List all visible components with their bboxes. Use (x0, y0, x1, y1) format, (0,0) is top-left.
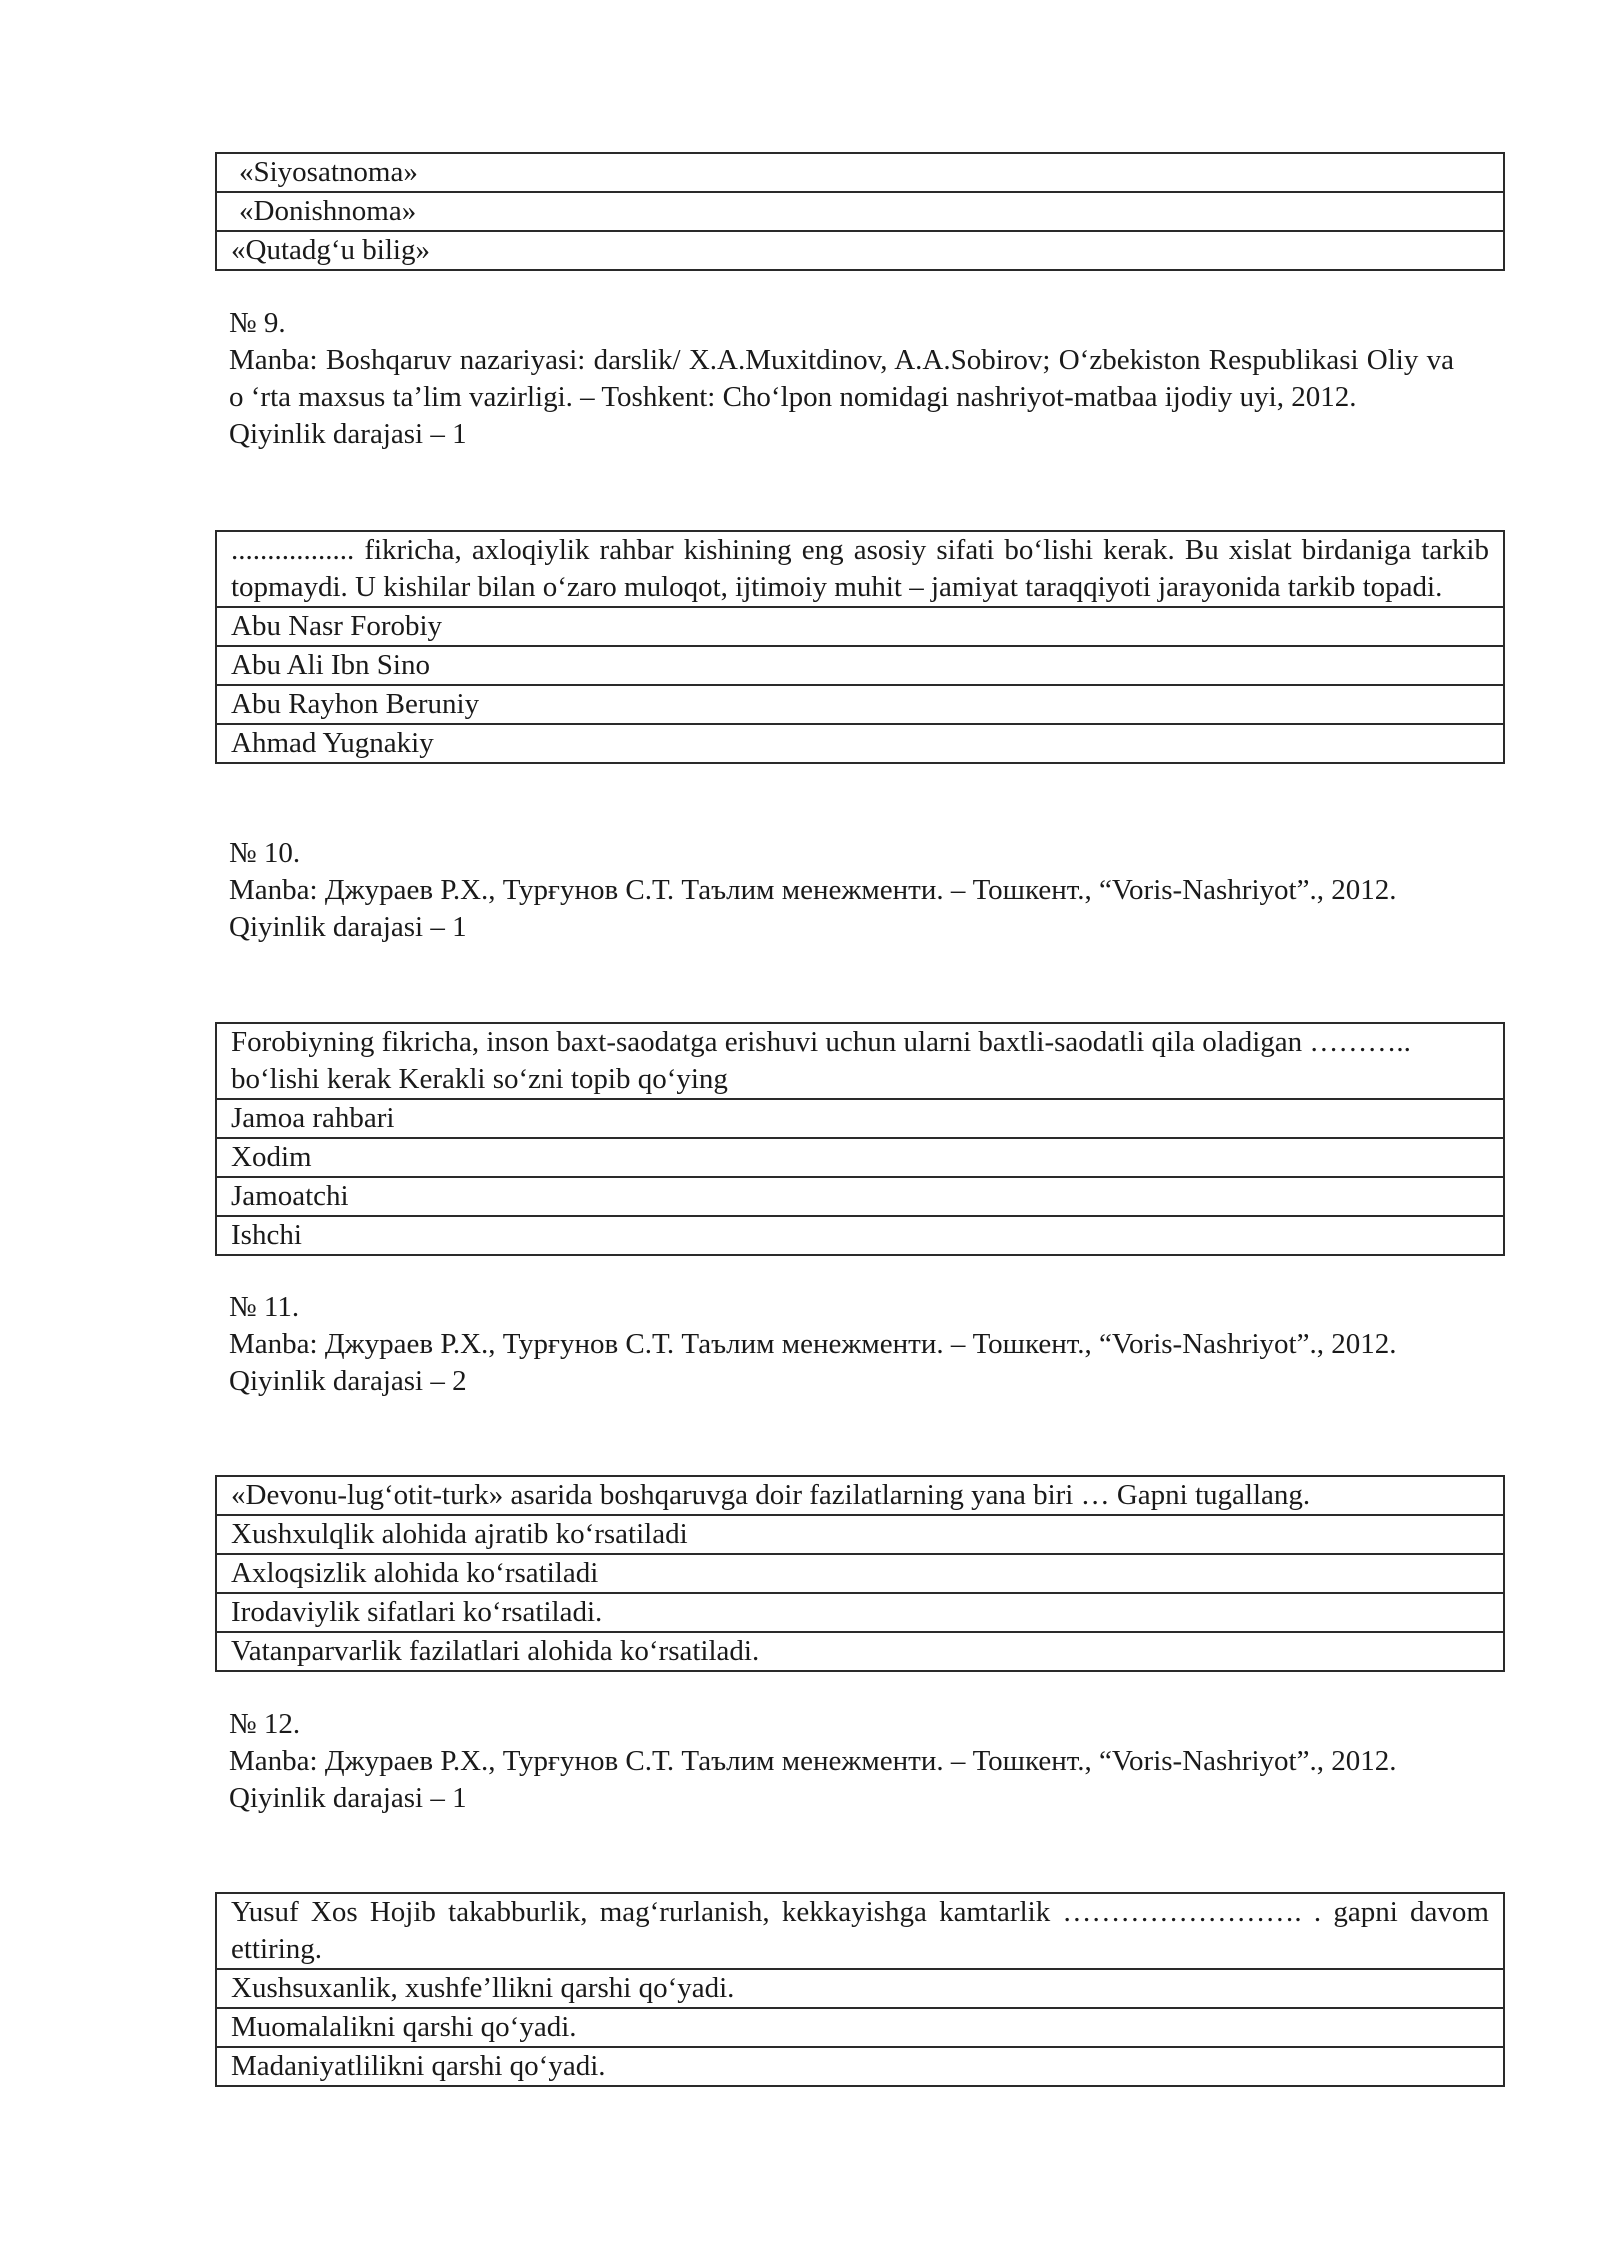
question-number: № 12. (229, 1708, 301, 1740)
table-row (216, 646, 1504, 685)
option-cell: «Qutadg‘u bilig» (216, 231, 1504, 270)
source-citation: Manba: Джураев Р.Х., Турғунов С.Т. Таълим менежменти. – Тошкент., “Voris-Nashriyot”., 2012. (229, 1328, 1397, 1360)
difficulty-level: Qiyinlik darajasi – 1 (229, 911, 467, 943)
option-cell: «Siyosatnoma» (216, 153, 1504, 192)
table-row (216, 1177, 1504, 1216)
table-row (216, 1969, 1504, 2008)
table-row (216, 531, 1504, 607)
option-cell: Jamoa rahbari (216, 1099, 1504, 1138)
table-row (216, 1632, 1504, 1671)
table-row (216, 1099, 1504, 1138)
option-cell: Irodaviylik sifatlari ko‘rsatiladi. (216, 1593, 1504, 1632)
table-row (216, 724, 1504, 763)
question-text: Forobiyning fikricha, inson baxt-saodatga erishuvi uchun ularni baxtli-saodatli qila oladigan ……….. bo‘lishi kerak Kerakli so‘zni topib qo‘ying (216, 1023, 1504, 1099)
question-meta-9 (229, 305, 1454, 453)
question-meta-12 (229, 1706, 1454, 1817)
option-cell: Ishchi (216, 1216, 1504, 1255)
option-cell: «Donishnoma» (216, 192, 1504, 231)
source-citation: Manba: Boshqaruv nazariyasi: darslik/ X.A.Muxitdinov, A.A.Sobirov; O‘zbekiston Respublikasi Oliy va o ‘rta maxsus ta’lim vazirligi. – Toshkent: Cho‘lpon nomidagi nashriyot-matbaa ijodiy uyi, 2012. (229, 344, 1454, 413)
table-row (216, 192, 1504, 231)
table-row (216, 1138, 1504, 1177)
option-cell: Madaniyatlilikni qarshi qo‘yadi. (216, 2047, 1504, 2086)
table-row (216, 2008, 1504, 2047)
table-row (216, 153, 1504, 192)
table-row (216, 1023, 1504, 1099)
option-cell: Axloqsizlik alohida ko‘rsatiladi (216, 1554, 1504, 1593)
question-table-9 (215, 530, 1505, 764)
option-cell: Xushsuxanlik, xushfe’llikni qarshi qo‘yadi. (216, 1969, 1504, 2008)
difficulty-level: Qiyinlik darajasi – 2 (229, 1365, 467, 1397)
option-cell: Abu Rayhon Beruniy (216, 685, 1504, 724)
question-text: «Devonu-lug‘otit-turk» asarida boshqaruvga doir fazilatlarning yana biri … Gapni tugallang. (216, 1476, 1504, 1515)
option-cell: Abu Ali Ibn Sino (216, 646, 1504, 685)
question-meta-10 (229, 835, 1454, 946)
option-cell: Xushxulqlik alohida ajratib ko‘rsatiladi (216, 1515, 1504, 1554)
options-table-continued (215, 152, 1505, 271)
question-number: № 9. (229, 307, 286, 339)
option-cell: Ahmad Yugnakiy (216, 724, 1504, 763)
option-cell: Abu Nasr Forobiy (216, 607, 1504, 646)
table-row (216, 607, 1504, 646)
table-row (216, 1893, 1504, 1969)
question-table-12 (215, 1892, 1505, 2087)
question-text: Yusuf Xos Hojib takabburlik, mag‘rurlanish, kekkayishga kamtarlik ……………………. . gapni davom ettiring. (216, 1893, 1504, 1969)
table-row (216, 1554, 1504, 1593)
question-table-11 (215, 1475, 1505, 1672)
table-row (216, 685, 1504, 724)
question-meta-11 (229, 1289, 1454, 1400)
table-row (216, 1515, 1504, 1554)
source-citation: Manba: Джураев Р.Х., Турғунов С.Т. Таълим менежменти. – Тошкент., “Voris-Nashriyot”., 2012. (229, 874, 1397, 906)
question-number: № 11. (229, 1291, 300, 1323)
option-cell: Jamoatchi (216, 1177, 1504, 1216)
option-cell: Xodim (216, 1138, 1504, 1177)
question-number: № 10. (229, 837, 301, 869)
table-row (216, 2047, 1504, 2086)
table-row (216, 1476, 1504, 1515)
question-text: ................. fikricha, axloqiylik rahbar kishining eng asosiy sifati bo‘lishi kerak. Bu xislat birdaniga tarkib topmaydi. U kishilar bilan o‘zaro muloqot, ijtimoiy muhit – jamiyat taraqqiyoti jarayonida tarkib topadi. (216, 531, 1504, 607)
option-cell: Vatanparvarlik fazilatlari alohida ko‘rsatiladi. (216, 1632, 1504, 1671)
option-cell: Muomalalikni qarshi qo‘yadi. (216, 2008, 1504, 2047)
table-row (216, 1216, 1504, 1255)
source-citation: Manba: Джураев Р.Х., Турғунов С.Т. Таълим менежменти. – Тошкент., “Voris-Nashriyot”., 2012. (229, 1745, 1397, 1777)
question-table-10 (215, 1022, 1505, 1256)
table-row (216, 231, 1504, 270)
difficulty-level: Qiyinlik darajasi – 1 (229, 1782, 467, 1814)
table-row (216, 1593, 1504, 1632)
difficulty-level: Qiyinlik darajasi – 1 (229, 418, 467, 450)
